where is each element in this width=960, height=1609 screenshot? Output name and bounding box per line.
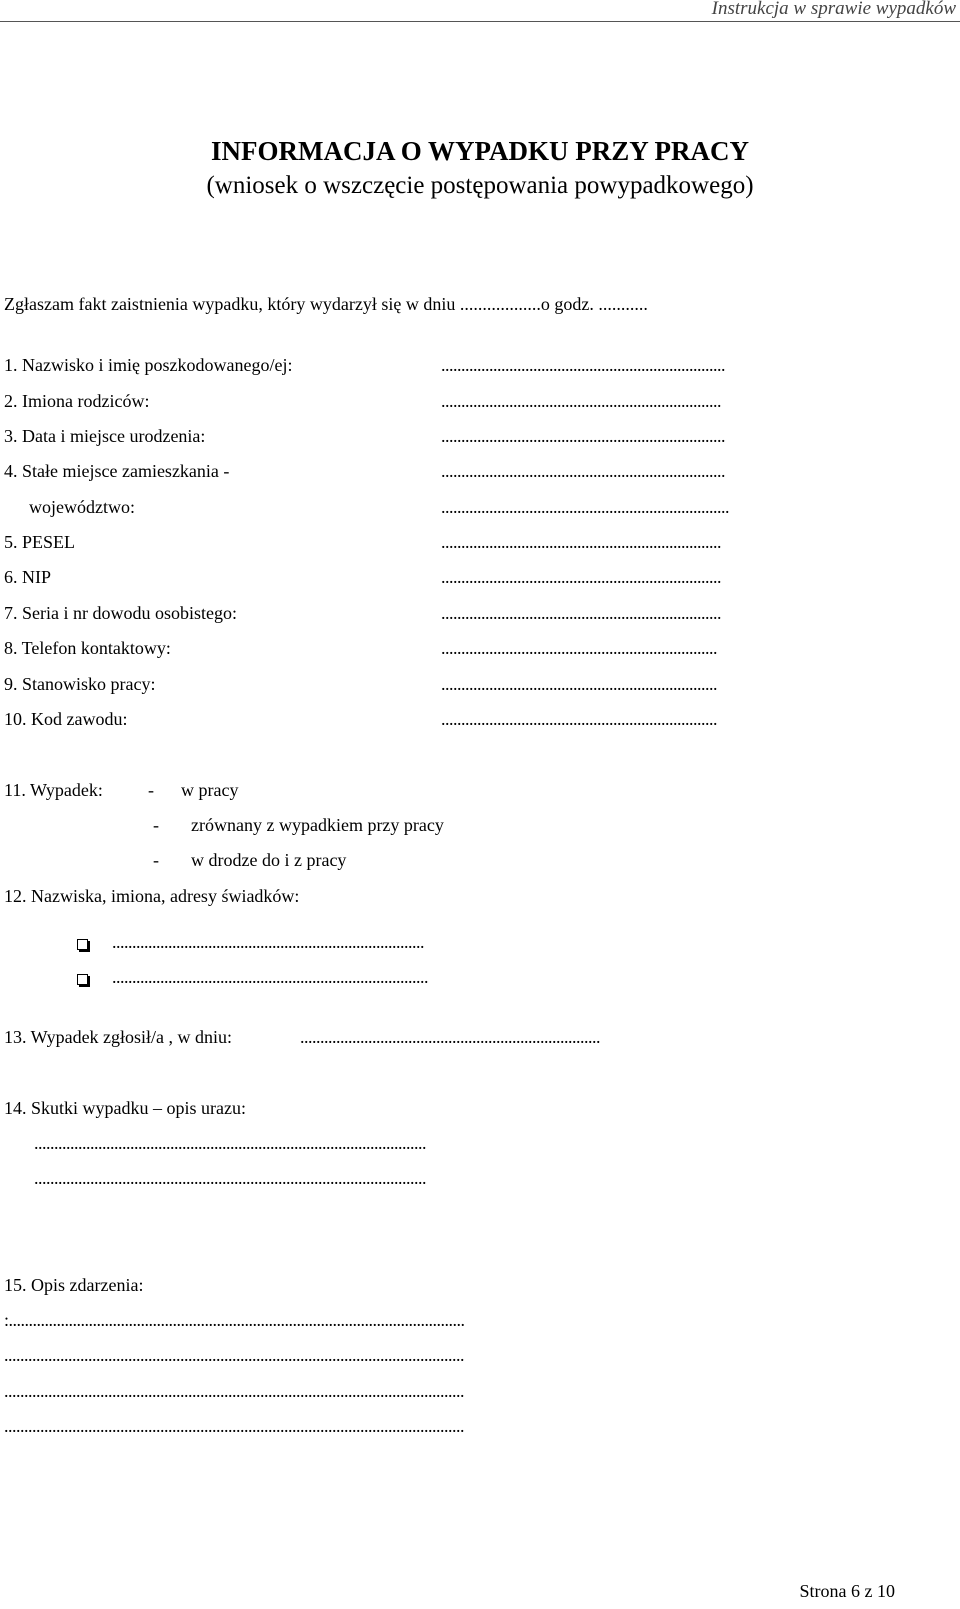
- field-value-address: .......................................................................: [441, 461, 725, 481]
- intro-text: Zgłaszam fakt zaistnienia wypadku, który wydarzył się w dniu ..................o godz. ...........: [4, 294, 648, 314]
- field-value-phone: .....................................................................: [441, 638, 717, 658]
- injury-line: ..................................................................................................: [34, 1133, 426, 1153]
- field-label-position: 9. Stanowisko pracy:: [4, 674, 156, 694]
- accident-option-equivalent: zrównany z wypadkiem przy pracy: [191, 815, 444, 835]
- field-value-pesel: ......................................................................: [441, 532, 721, 552]
- field-label-occupation-code: 10. Kod zawodu:: [4, 709, 128, 729]
- witness-entry: ...............................................................................: [112, 967, 428, 987]
- field-label-address: 4. Stałe miejsce zamieszkania -: [4, 461, 230, 481]
- field-value-occupation-code: .....................................................................: [441, 709, 717, 729]
- field-label-id-card: 7. Seria i nr dowodu osobistego:: [4, 603, 237, 623]
- accident-option-commute: w drodze do i z pracy: [191, 850, 347, 870]
- injury-label: 14. Skutki wypadku – opis urazu:: [4, 1098, 246, 1118]
- field-value-voivodeship: ........................................................................: [441, 497, 729, 517]
- field-label-parents: 2. Imiona rodziców:: [4, 391, 150, 411]
- checkbox-icon[interactable]: [77, 974, 88, 985]
- accident-option-at-work: w pracy: [181, 780, 239, 800]
- reported-label: 13. Wypadek zgłosił/a , w dniu:: [4, 1027, 233, 1047]
- field-value-birth: .......................................................................: [441, 426, 725, 446]
- page-number: Strona 6 z 10: [799, 1581, 895, 1601]
- form-title: INFORMACJA O WYPADKU PRZY PRACY: [211, 136, 749, 166]
- reported-value: ...........................................................................: [300, 1027, 600, 1047]
- field-label-nip: 6. NIP: [4, 567, 52, 587]
- field-label-pesel: 5. PESEL: [4, 532, 76, 552]
- checkbox-icon[interactable]: [77, 939, 88, 950]
- description-line: ...................................................................................................................: [4, 1416, 464, 1436]
- accident-option-dash: -: [153, 815, 159, 835]
- header-divider: [0, 21, 960, 22]
- header-title: Instrukcja w sprawie wypadków: [711, 0, 956, 19]
- field-label-phone: 8. Telefon kontaktowy:: [4, 638, 171, 658]
- form-subtitle: (wniosek o wszczęcie postępowania powypadkowego): [206, 172, 754, 199]
- description-label: 15. Opis zdarzenia:: [4, 1275, 144, 1295]
- witnesses-label: 12. Nazwiska, imiona, adresy świadków:: [4, 886, 300, 906]
- field-label-birth: 3. Data i miejsce urodzenia:: [4, 426, 206, 446]
- description-line: ...................................................................................................................: [4, 1345, 464, 1365]
- witness-entry: ..............................................................................: [112, 932, 424, 952]
- description-line: :..................................................................................................................: [4, 1310, 465, 1330]
- field-value-nip: ......................................................................: [441, 567, 721, 587]
- accident-type-label: 11. Wypadek:: [4, 780, 103, 800]
- injury-line: ..................................................................................................: [34, 1168, 426, 1188]
- accident-option-dash: -: [153, 850, 159, 870]
- field-label-name: 1. Nazwisko i imię poszkodowanego/ej:: [4, 355, 293, 375]
- accident-option-dash: -: [148, 780, 154, 800]
- field-value-parents: ......................................................................: [441, 391, 721, 411]
- description-line: ...................................................................................................................: [4, 1381, 464, 1401]
- field-value-id-card: ......................................................................: [441, 603, 721, 623]
- field-label-voivodeship: województwo:: [29, 497, 135, 517]
- field-value-name: .......................................................................: [441, 355, 725, 375]
- field-value-position: .....................................................................: [441, 674, 717, 694]
